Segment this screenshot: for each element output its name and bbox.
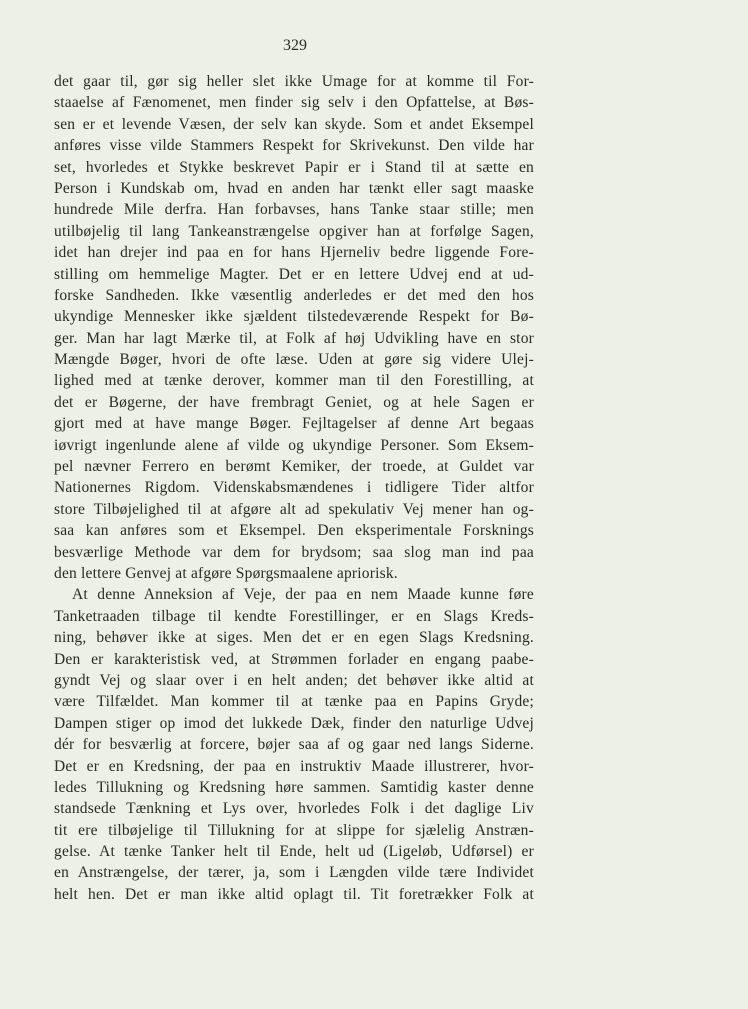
text-line: ukyndige Mennesker ikke sjældent tilstedeværende Respekt for Bø- [54, 308, 534, 326]
text-line: helt hen. Det er man ikke altid oplagt til. Tit foretrækker Folk at [54, 885, 534, 903]
text-line: Den er karakteristisk ved, at Strømmen forlader en engang paabe- [54, 650, 534, 668]
text-line: være Tilfældet. Man kommer til at tænke paa en Papins Gryde; [54, 693, 534, 711]
text-line: standsede Tænkning et Lys over, hvorledes Folk i det daglige Liv [54, 800, 534, 818]
text-line: Person i Kundskab om, hvad en anden har tænkt eller sagt maaske [54, 179, 534, 197]
text-line: den lettere Genvej at afgøre Spørgsmaalene apriorisk. [54, 564, 398, 582]
text-line: det gaar til, gør sig heller slet ikke Umage for at komme til For- [54, 73, 534, 90]
text-line: idet han drejer ind paa en for hans Hjerneliv bedre liggende Fore- [54, 244, 534, 262]
text-line: lighed med at tænke derover, kommer man til den Forestilling, at [54, 372, 534, 390]
page-number: 329 [283, 37, 307, 54]
text-line: Tanketraaden tilbage til kendte Forestillinger, er en Slags Kreds- [54, 607, 534, 625]
text-line: ning, behøver ikke at siges. Men det er en egen Slags Kredsning. [54, 629, 534, 647]
text-line: At denne Anneksion af Veje, der paa en nem Maade kunne føre [72, 586, 534, 604]
text-line: Nationernes Rigdom. Videnskabsmændenes i tidligere Tider altfor [54, 479, 534, 497]
text-line: ledes Tillukning og Kredsning høre sammen. Samtidig kaster denne [54, 778, 534, 796]
text-line: store Tilbøjelighed til at afgøre alt ad spekulativ Vej mener han og- [54, 500, 534, 518]
text-line: stilling om hemmelige Magter. Det er en lettere Udvej end at ud- [54, 265, 534, 283]
text-line: utilbøjelig til lang Tankeanstrængelse opgiver han at forfølge Sagen, [54, 222, 534, 240]
text-line: sen er et levende Væsen, der selv kan skyde. Som et andet Eksempel [54, 115, 534, 133]
text-line: Dampen stiger op imod det lukkede Dæk, finder den naturlige Udvej [54, 714, 534, 732]
text-line: en Anstrængelse, der tærer, ja, som i Længden vilde tære Individet [54, 864, 534, 882]
text-line: iøvrigt ingenlunde alene af vilde og ukyndige Personer. Som Eksem- [54, 436, 534, 454]
text-line: staaelse af Fænomenet, men finder sig selv i den Opfattelse, at Bøs- [54, 94, 534, 112]
text-line: gelse. At tænke Tanker helt til Ende, helt ud (Ligeløb, Udførsel) er [54, 843, 534, 861]
text-line: forske Sandheden. Ikke væsentlig anderledes er det med den hos [54, 286, 534, 304]
text-line: Mængde Bøger, hvori de ofte læse. Uden at gøre sig videre Ulej- [54, 351, 534, 369]
text-line: Det er en Kredsning, der paa en instruktiv Maade illustrerer, hvor- [54, 757, 534, 775]
text-line: saa kan anføres som et Eksempel. Den eksperimentale Forsknings [54, 522, 534, 540]
text-line: gjort med at have mange Bøger. Fejltagelser af denne Art begaas [54, 415, 534, 433]
body-text [54, 71, 534, 905]
text-line: set, hvorledes et Stykke beskrevet Papir er i Stand til at sætte en [54, 158, 534, 176]
text-line: dér for besværlig at forcere, bøjer saa af og gaar ned langs Siderne. [54, 736, 534, 754]
text-line: tit ere tilbøjelige til Tillukning for at slippe for sjælelig Anstræn- [54, 821, 534, 839]
text-line: gyndt Vej og slaar over i en helt anden; det behøver ikke altid at [54, 671, 534, 689]
text-line: pel nævner Ferrero en berømt Kemiker, der troede, at Guldet var [54, 458, 534, 476]
text-line: ger. Man har lagt Mærke til, at Folk af høj Udvikling have en stor [54, 329, 534, 347]
text-line: hundrede Mile derfra. Han forbavses, hans Tanke staar stille; men [54, 201, 534, 219]
text-line: det er Bøgerne, der have frembragt Geniet, og at hele Sagen er [54, 393, 534, 411]
text-line: anføres visse vilde Stammers Respekt for Skrivekunst. Den vilde har [54, 137, 534, 155]
text-line: besværlige Methode var dem for brydsom; saa slog man ind paa [54, 543, 534, 561]
